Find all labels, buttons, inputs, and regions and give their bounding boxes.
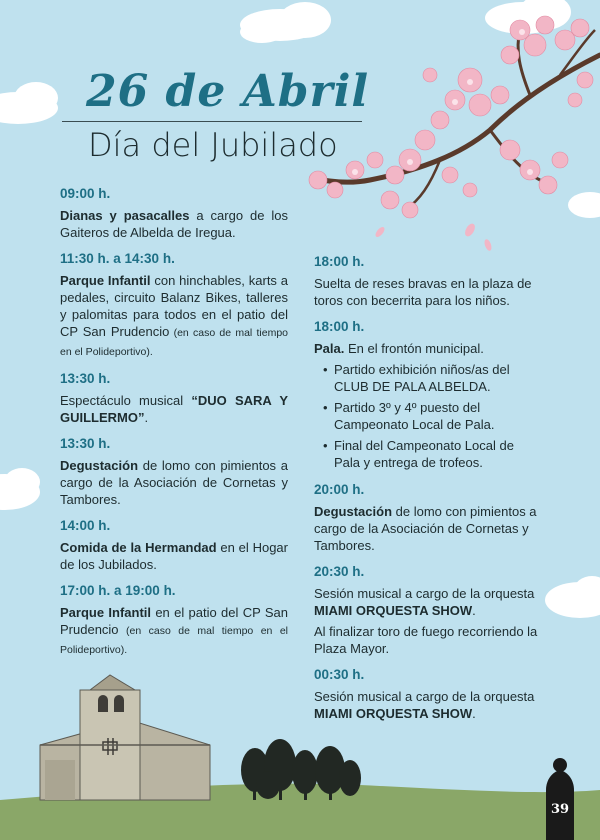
event-text: . xyxy=(144,410,149,425)
cloud-icon xyxy=(0,82,58,124)
event-text: En el frontón municipal. xyxy=(344,341,484,356)
event-title: Pala. xyxy=(314,341,345,356)
page-title-date: 26 de Abril xyxy=(86,66,370,117)
schedule-left-column xyxy=(60,185,288,668)
event-description xyxy=(314,585,542,619)
cloud-icon xyxy=(568,192,600,218)
event-description xyxy=(60,604,288,659)
event-title: Comida de la Hermandad xyxy=(60,540,217,555)
event-text: de lomo con pimientos a cargo de la Asociación de Cornetas y Tambores. xyxy=(60,458,288,507)
event-time: 20:00 h. xyxy=(314,482,365,497)
event-note: (en caso de mal tiempo en el Polideportivo). xyxy=(60,625,288,656)
cloud-icon xyxy=(545,576,600,618)
event-text: de lomo con pimientos a cargo de la Asociación de Cornetas y Tambores. xyxy=(314,504,537,553)
event-description xyxy=(314,503,542,554)
event-title: Dianas y pasacalles xyxy=(60,208,190,223)
event-time: 18:00 h. xyxy=(314,319,365,334)
list-item: • Final del Campeonato Local de Pala y entrega de trofeos. xyxy=(334,437,542,471)
event-description xyxy=(60,207,288,241)
cherry-blossom-branch-icon xyxy=(309,16,600,252)
event-description xyxy=(60,457,288,508)
event-description xyxy=(314,688,542,722)
event-text: en el patio del CP San Prudencio xyxy=(60,605,288,637)
list-item: • Partido 3º y 4º puesto del Campeonato Local de Pala. xyxy=(334,399,542,433)
cloud-icon xyxy=(240,2,331,43)
event-description xyxy=(60,272,288,361)
cloud-icon xyxy=(0,468,40,510)
event-extra-note: Al finalizar toro de fuego recorriendo la Plaza Mayor. xyxy=(314,624,538,656)
event-note: (en caso de mal tiempo en el Polideportivo). xyxy=(60,327,288,358)
event-description: Suelta de reses bravas en la plaza de toros con becerrita para los niños. xyxy=(314,276,532,308)
event-text: en el Hogar de los Jubilados. xyxy=(60,540,288,572)
event-time: 11:30 h. a 14:30 h. xyxy=(60,251,175,266)
event-description xyxy=(314,340,542,357)
event-time: 13:30 h. xyxy=(60,436,111,451)
page-subtitle: Día del Jubilado xyxy=(88,126,338,164)
event-time: 18:00 h. xyxy=(314,254,365,269)
list-item: • Partido exhibición niños/as del CLUB DE PALA ALBELDA. xyxy=(334,361,542,395)
schedule-right-column xyxy=(314,253,542,731)
event-time: 17:00 h. a 19:00 h. xyxy=(60,583,176,598)
event-text: . xyxy=(472,603,476,618)
event-text: con hinchables, karts a pedales, circuito Balanz Bikes, talleres y palomitas para todos en el patio del CP San Prudencio xyxy=(60,273,288,339)
event-time: 09:00 h. xyxy=(60,186,111,201)
event-text: Sesión musical a cargo de la orquesta xyxy=(314,586,535,601)
event-text: a cargo de los Gaiteros de Albelda de Iregua. xyxy=(60,208,288,240)
event-text: Espectáculo musical xyxy=(60,393,192,408)
event-time: 14:00 h. xyxy=(60,518,111,533)
event-title: Degustación xyxy=(314,504,393,519)
event-text: Sesión musical a cargo de la orquesta xyxy=(314,689,535,704)
event-title: Degustación xyxy=(60,458,139,473)
page-number-badge-icon xyxy=(546,758,574,840)
trees-illustration-icon xyxy=(241,739,361,800)
event-title: Parque Infantil xyxy=(60,605,151,620)
event-description xyxy=(60,539,288,573)
event-time: 00:30 h. xyxy=(314,667,365,682)
event-time: 13:30 h. xyxy=(60,371,111,386)
event-title: MIAMI ORQUESTA SHOW xyxy=(314,603,473,618)
event-title: Parque Infantil xyxy=(60,273,151,288)
event-description xyxy=(60,392,288,426)
event-text: . xyxy=(472,706,476,721)
page-number: 39 xyxy=(550,802,570,817)
event-time: 20:30 h. xyxy=(314,564,365,579)
church-illustration-icon xyxy=(40,675,210,800)
event-title: “DUO SARA Y GUILLERMO” xyxy=(60,393,288,425)
event-bullet-list xyxy=(314,361,542,471)
event-title: MIAMI ORQUESTA SHOW xyxy=(314,706,473,721)
title-divider xyxy=(62,121,362,122)
